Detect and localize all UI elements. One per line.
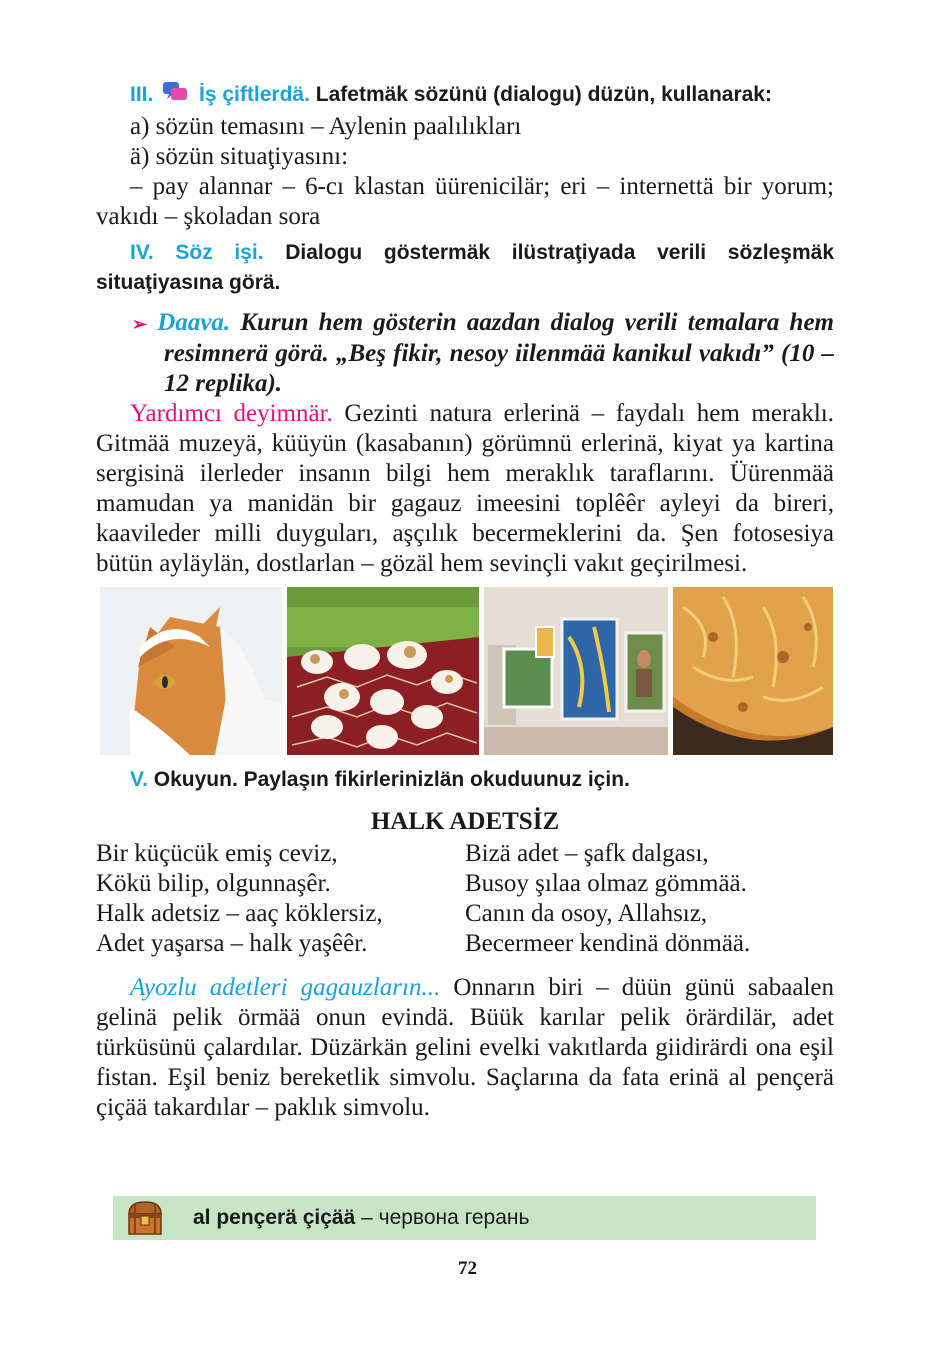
- poem-left-column: [96, 839, 465, 959]
- task-3-line-b: ä) sözün situaţiyasını:: [130, 143, 349, 170]
- daava-text: Kurun hem gösterin aazdan dialog verili temalara hem resimnerä görä. „Beş fikir, nesoy iilenmää kanikul vakıdı” (10 – 12 replika).: [164, 309, 834, 397]
- task-3-heading: [96, 80, 834, 110]
- task-3-line-a: a) sözün temasını – Aylenin paalılıkları: [130, 113, 522, 140]
- story-lead: Ayozlu adetleri gagauzların...: [130, 974, 441, 1001]
- daava-label: Daava.: [157, 309, 231, 336]
- story-text: Onnarın biri – düün günü sabaalen gelinä pelik örmää onun evindä. Büük karılar pelik örärdilär, adet türküsünü çalardılar. Düzärkän gelini evelki vakıtlarda giidirärdi ona eşil fistan. Eşil beniz bereketlik simvolu. Saçlarına da fata erinä al pençerä çiçää takardılar – paklık simvolu.: [96, 974, 834, 1121]
- textbook-page: [96, 80, 834, 1123]
- poem-title: HALK ADETSİZ: [370, 808, 560, 835]
- page-number: 72: [458, 1258, 477, 1279]
- task-4-label: Söz işi.: [175, 241, 264, 264]
- glossary-translation: – червона герань: [355, 1206, 530, 1229]
- puppies-on-rug-photo: [287, 587, 479, 755]
- glossary-bar: [113, 1196, 816, 1240]
- task-4-text: Dialogu göstermäk ilüstraţiyada verili sözleşmäk situaţiyasına görä.: [96, 241, 834, 294]
- arrow-icon: ➢: [132, 314, 148, 334]
- poem-line: Canın da osoy, Allahsız,: [465, 900, 708, 927]
- task-3-text: Lafetmäk sözünü (dialogu) düzün, kullanarak:: [315, 83, 772, 106]
- photo-strip: [96, 587, 834, 755]
- helper-paragraph: [96, 399, 834, 579]
- task-3-line-c: – pay alannar – 6-cı klastan üürenicilär; eri – internettä bir yorum; vakıdı – şkoladan sora: [96, 173, 834, 230]
- poem-line: Bizä adet – şafk dalgası,: [465, 840, 709, 867]
- task-5-text: Okuyun. Paylaşın fikirlerinizlän okuduunuz için.: [153, 768, 630, 791]
- poem-line: Bir küçücük emiş ceviz,: [96, 840, 338, 867]
- task-3-label: İş çiftlerdä.: [199, 83, 310, 106]
- poem-line: Halk adetsiz – aaç köklersiz,: [96, 900, 383, 927]
- treasure-chest-icon: [125, 1200, 165, 1236]
- poem-line: Kökü bilip, olgunnaşêr.: [96, 870, 331, 897]
- pair-work-icon: [161, 80, 191, 104]
- poem-line: Adet yaşarsa – halk yaşêêr.: [96, 930, 368, 957]
- task-5-number: V.: [130, 768, 148, 791]
- story-paragraph: [96, 973, 834, 1123]
- helper-label: Yardımcı deyimnär.: [130, 400, 333, 427]
- poem: [96, 839, 834, 959]
- helper-text: Gezinti natura erlerinä – faydalı hem meraklı. Gitmää muzeyä, küüyün (kasabanın) görümnü erlerinä, kiyat ya kartina sergisinä ilerleder insanın bilgi hem meraklık taraflarını. Üürenmää mamudan ya manidän bir gagauz imeesini toplêêr ayleyi da bireri, kaavileder milli duyguları, aşçılık becermeklerini da. Şen fotosesiya bütün ayläylän, dostlarlan – gözäl hem sevinçli vakıt geçirilmesi.: [96, 400, 834, 577]
- task-5-heading: [96, 765, 834, 795]
- art-gallery-photo: [484, 587, 668, 755]
- cat-in-snow-photo: [100, 587, 282, 755]
- poem-line: Busoy şılaa olmaz gömmää.: [465, 870, 747, 897]
- poem-line: Becermeer kendinä dönmää.: [465, 930, 751, 957]
- daava-block: [96, 308, 834, 399]
- task-4-number: IV.: [130, 241, 154, 264]
- task-4-heading: [96, 238, 834, 298]
- poem-right-column: [465, 839, 834, 959]
- baked-dish-photo: [673, 587, 833, 755]
- glossary-term: al pençerä çiçää: [193, 1206, 356, 1229]
- task-3-number: III.: [130, 83, 154, 106]
